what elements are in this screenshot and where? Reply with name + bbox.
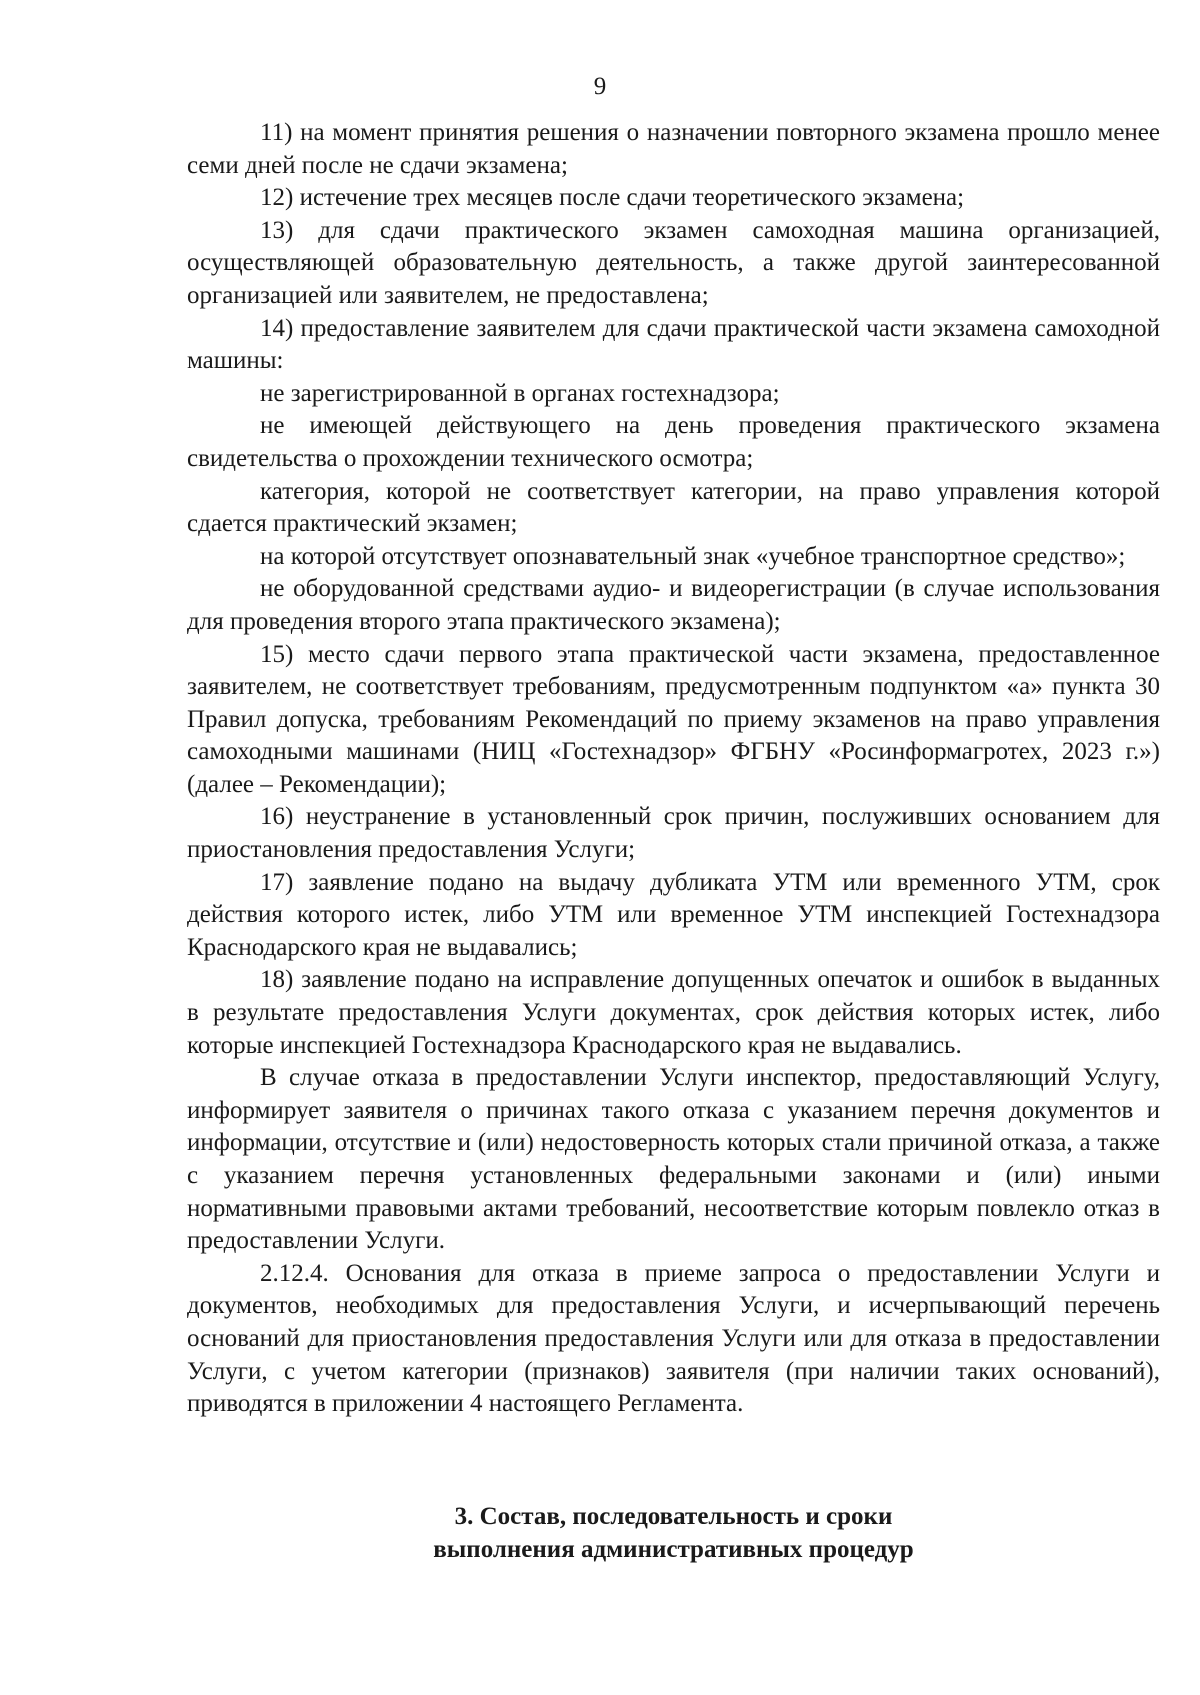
document-body [187, 117, 1160, 1421]
paragraph-item-16: 16) неустранение в установленный срок причин, послуживших основанием для приостановления предоставления Услуги; [187, 803, 1160, 864]
paragraph-item-17: 17) заявление подано на выдачу дубликата УТМ или временного УТМ, срок действия которого истек, либо УТМ или временное УТМ инспекцией Гостехнадзора Краснодарского края не выдавались; [187, 868, 1160, 961]
paragraph-2-12-4: 2.12.4. Основания для отказа в приеме запроса о предоставлении Услуги и документов, необходимых для предоставления Услуги, и исчерпывающий перечень оснований для приостановления предоставления Услуги или для отказа в предоставлении Услуги, с учетом категории (признаков) заявителя (при наличии таких оснований), приводятся в приложении 4 настоящего Регламента. [187, 1259, 1160, 1418]
section-heading-line-1: 3. Состав, последовательность и сроки [454, 1503, 893, 1530]
paragraph-subitem-no-recording: не оборудованной средствами аудио- и видеорегистрации (в случае использования для проведения второго этапа практического экзамена); [187, 575, 1160, 635]
paragraph-item-13: 13) для сдачи практического экзамен самоходная машина организацией, осуществляющей образовательную деятельность, а также другой заинтересованной организацией или заявителем, не предоставлена; [187, 216, 1160, 309]
paragraph-subitem-not-registered: не зарегистрированной в органах гостехнадзора; [260, 379, 780, 407]
paragraph-item-12: 12) истечение трех месяцев после сдачи теоретического экзамена; [260, 184, 965, 212]
page-number: 9 [593, 73, 607, 100]
paragraph-item-15: 15) место сдачи первого этапа практической части экзамена, предоставленное заявителем, не соответствует требованиям, предусмотренным подпунктом «а» пункта 30 Правил допуска, требованиям Рекомендаций по приему экзаменов на право управления самоходными машинами (НИЦ «Гостехнадзор» ФГБНУ «Росинформагротех, 2023 г.») (далее – Рекомендации); [187, 640, 1160, 798]
paragraph-subitem-category-mismatch: категория, которой не соответствует категории, на право управления которой сдается практический экзамен; [187, 477, 1160, 538]
paragraph-subitem-no-inspection: не имеющей действующего на день проведения практического экзамена свидетельства о прохождении технического осмотра; [187, 412, 1160, 472]
section-heading [187, 1500, 1160, 1566]
section-heading-line-2: выполнения административных процедур [433, 1536, 914, 1563]
paragraph-refusal-notice: В случае отказа в предоставлении Услуги инспектор, предоставляющий Услугу, информирует заявителя о причинах такого отказа с указанием перечня документов и информации, отсутствие и (или) недостоверность которых стали причиной отказа, а также с указанием перечня установленных федеральными законами и (или) иными нормативными правовыми актами требований, несоответствие которым повлекло отказ в предоставлении Услуги. [187, 1064, 1160, 1255]
paragraph-subitem-no-sign: на которой отсутствует опознавательный знак «учебное транспортное средство»; [260, 542, 1126, 570]
paragraph-item-18: 18) заявление подано на исправление допущенных опечаток и ошибок в выданных в результате предоставления Услуги документах, срок действия которых истек, либо которые инспекцией Гостехнадзора Краснодарского края не выдавались. [187, 966, 1160, 1059]
paragraph-item-11: 11) на момент принятия решения о назначении повторного экзамена прошло менее семи дней после не сдачи экзамена; [187, 119, 1160, 179]
paragraph-item-14: 14) предоставление заявителем для сдачи практической части экзамена самоходной машины: [187, 314, 1160, 375]
